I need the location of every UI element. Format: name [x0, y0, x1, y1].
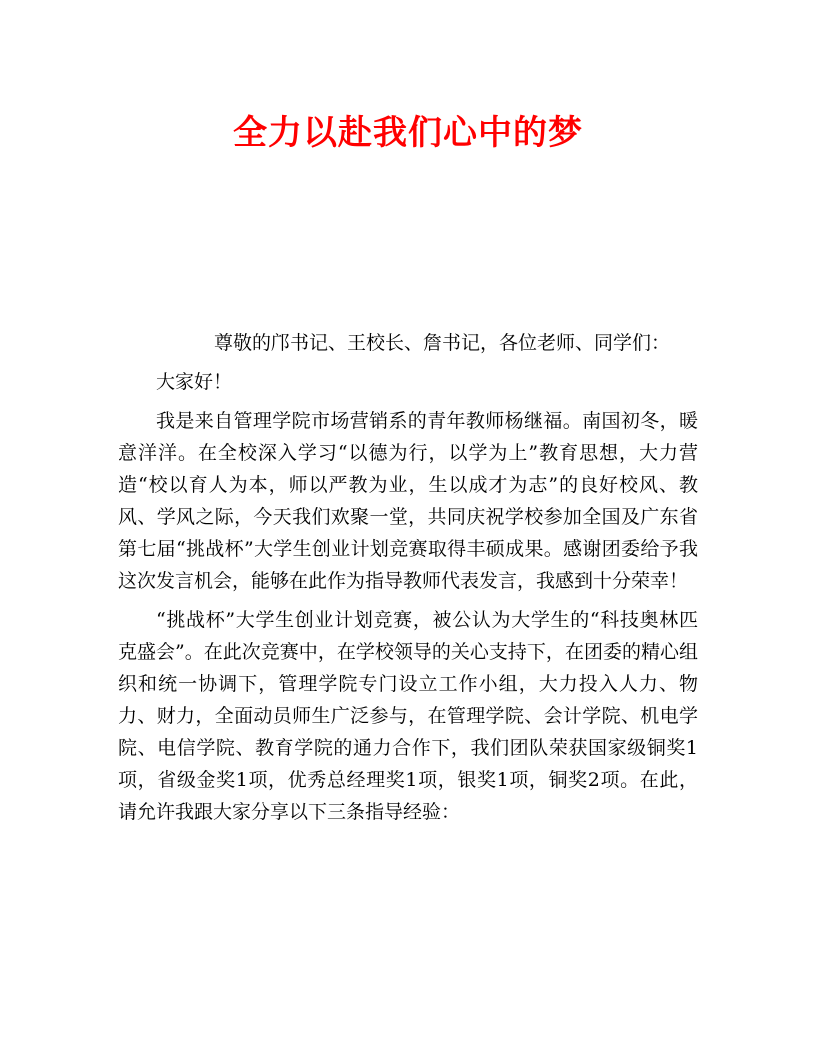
salutation-paragraph: 尊敬的邝书记、王校长、詹书记，各位老师、同学们： — [214, 332, 671, 354]
introduction-paragraph: 我是来自管理学院市场营销系的青年教师杨继福。南国初冬，暖意洋洋。在全校深入学习“以德为行，以学为上”教育思想，大力营造“校以育人为本，师以严教为业，生以成才为志”的良好校风、教风、学风之际，今天我们欢聚一堂，共同庆祝学校参加全国及广东省第七届“挑战杯”大学生创业计划竞赛取得丰硕成果。感谢团委给予我这次发言机会，能够在此作为指导教师代表发言，我感到十分荣幸！ — [118, 410, 698, 592]
document-body — [118, 327, 698, 835]
competition-paragraph: “挑战杯”大学生创业计划竞赛，被公认为大学生的“科技奥林匹克盛会”。在此次竞赛中，在学校领导的关心支持下，在团委的精心组织和统一协调下，管理学院专门设立工作小组，大力投入人力、物力、财力，全面动员师生广泛参与，在管理学院、会计学院、机电学院、电信学院、教育学院的通力合作下，我们团队荣获国家级铜奖1项，省级金奖1项，优秀总经理奖1项，银奖1项，铜奖2项。在此，请允许我跟大家分享以下三条指导经验： — [118, 609, 698, 823]
greeting-paragraph: 大家好！ — [156, 371, 233, 393]
document-title: 全力以赴我们心中的梦 — [233, 113, 583, 153]
